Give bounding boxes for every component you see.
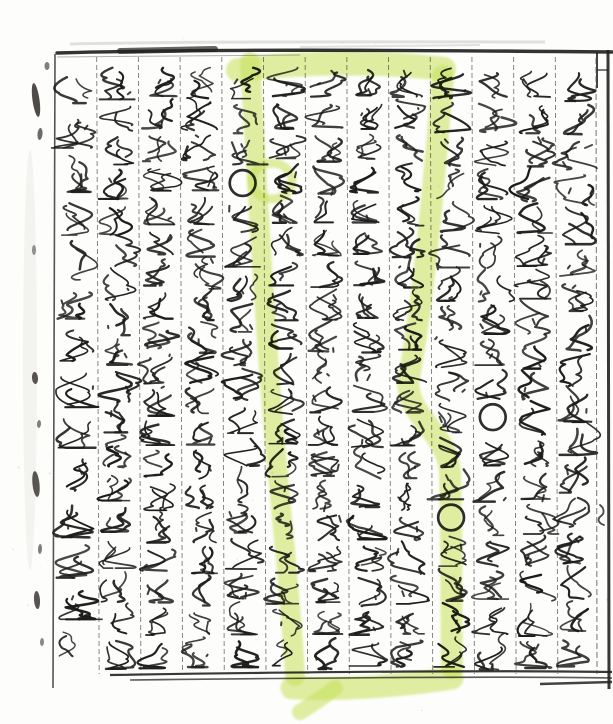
text-columns [52, 68, 601, 670]
text-column-1 [553, 73, 600, 666]
text-column-3 [472, 73, 516, 669]
text-column-10 [181, 68, 223, 668]
text-column-7 [305, 71, 345, 669]
page-frame [53, 42, 612, 689]
margin-marks [585, 145, 604, 525]
text-column-2 [510, 71, 559, 668]
text-column-11 [137, 68, 181, 668]
text-column-13 [52, 77, 102, 656]
text-column-6 [347, 70, 387, 666]
text-column-12 [98, 68, 142, 669]
